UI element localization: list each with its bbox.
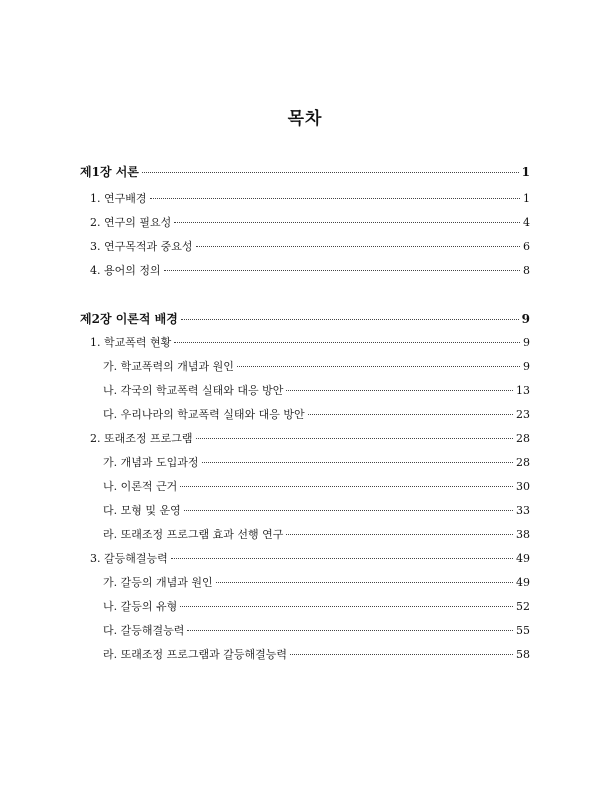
toc-entry-label: 가. 학교폭력의 개념과 원인 bbox=[103, 360, 234, 373]
toc-entry-page-number: 1 bbox=[523, 192, 530, 205]
toc-entry-label: 3. 연구목적과 중요성 bbox=[90, 240, 193, 253]
toc-chapter bbox=[80, 312, 530, 326]
dot-leader bbox=[196, 246, 521, 247]
toc-entry-page-number: 58 bbox=[516, 648, 530, 661]
toc-entry-label: 가. 개념과 도입과정 bbox=[103, 456, 199, 469]
toc-section bbox=[90, 216, 530, 230]
toc-entry-page-number: 23 bbox=[516, 408, 530, 421]
toc-entry-label: 2. 연구의 필요성 bbox=[90, 216, 172, 229]
toc-section bbox=[90, 264, 530, 278]
dot-leader bbox=[184, 510, 513, 511]
toc-subsection bbox=[103, 528, 530, 542]
toc-subsection bbox=[103, 504, 530, 518]
toc-section bbox=[90, 552, 530, 566]
dot-leader bbox=[164, 270, 520, 271]
toc-entry-label: 나. 이론적 근거 bbox=[103, 480, 178, 493]
toc-section bbox=[90, 192, 530, 206]
toc-entry-page-number: 52 bbox=[516, 600, 530, 613]
toc-entry-page-number: 8 bbox=[523, 264, 530, 277]
toc-subsection bbox=[103, 384, 530, 398]
toc-entry-page-number: 4 bbox=[523, 216, 530, 229]
dot-leader bbox=[202, 462, 514, 463]
dot-leader bbox=[286, 534, 513, 535]
toc-entry-label: 다. 갈등해결능력 bbox=[103, 624, 185, 637]
dot-leader bbox=[180, 486, 513, 487]
dot-leader bbox=[196, 438, 514, 439]
toc-entry-page-number: 49 bbox=[516, 576, 530, 589]
dot-leader bbox=[181, 319, 519, 320]
toc-entry-label: 제2장 이론적 배경 bbox=[80, 312, 178, 326]
toc-entry-label: 제1장 서론 bbox=[80, 165, 139, 179]
toc-subsection bbox=[103, 408, 530, 422]
toc-entry-page-number: 6 bbox=[523, 240, 530, 253]
toc-entry-page-number: 55 bbox=[516, 624, 530, 637]
toc-entry-page-number: 38 bbox=[516, 528, 530, 541]
toc-entry-page-number: 49 bbox=[516, 552, 530, 565]
dot-leader bbox=[187, 630, 513, 631]
toc-section bbox=[90, 240, 530, 254]
toc-entry-page-number: 30 bbox=[516, 480, 530, 493]
toc-subsection bbox=[103, 648, 530, 662]
dot-leader bbox=[142, 172, 519, 173]
toc-section bbox=[90, 432, 530, 446]
toc-entry-page-number: 9 bbox=[521, 312, 530, 326]
dot-leader bbox=[180, 606, 513, 607]
dot-leader bbox=[216, 582, 513, 583]
dot-leader bbox=[237, 366, 520, 367]
toc-entry-label: 1. 학교폭력 현황 bbox=[90, 336, 172, 349]
toc-subsection bbox=[103, 600, 530, 614]
toc-entry-page-number: 9 bbox=[523, 336, 530, 349]
toc-subsection bbox=[103, 360, 530, 374]
dot-leader bbox=[174, 342, 520, 343]
toc-entry-label: 3. 갈등해결능력 bbox=[90, 552, 168, 565]
toc-entry-label: 가. 갈등의 개념과 원인 bbox=[103, 576, 213, 589]
toc-entry-label: 1. 연구배경 bbox=[90, 192, 147, 205]
toc-subsection bbox=[103, 480, 530, 494]
toc-subsection bbox=[103, 624, 530, 638]
dot-leader bbox=[286, 390, 513, 391]
dot-leader bbox=[150, 198, 521, 199]
toc-entry-page-number: 13 bbox=[516, 384, 530, 397]
toc-entry-label: 2. 또래조정 프로그램 bbox=[90, 432, 193, 445]
toc-title: 목차 bbox=[287, 109, 323, 129]
toc-entry-page-number: 28 bbox=[516, 432, 530, 445]
toc-entry-label: 다. 우리나라의 학교폭력 실태와 대응 방안 bbox=[103, 408, 305, 421]
dot-leader bbox=[174, 222, 520, 223]
toc-entry-page-number: 9 bbox=[523, 360, 530, 373]
toc-entry-page-number: 1 bbox=[521, 165, 530, 179]
toc-subsection bbox=[103, 576, 530, 590]
toc-entry-page-number: 33 bbox=[516, 504, 530, 517]
toc-chapter bbox=[80, 165, 530, 179]
toc-section bbox=[90, 336, 530, 350]
toc-entry-label: 나. 갈등의 유형 bbox=[103, 600, 178, 613]
toc-entry-label: 나. 각국의 학교폭력 실태와 대응 방안 bbox=[103, 384, 284, 397]
dot-leader bbox=[171, 558, 513, 559]
dot-leader bbox=[308, 414, 513, 415]
toc-entry-label: 라. 또래조정 프로그램 효과 선행 연구 bbox=[103, 528, 284, 541]
toc-entry-label: 라. 또래조정 프로그램과 갈등해결능력 bbox=[103, 648, 288, 661]
toc-entry-page-number: 28 bbox=[516, 456, 530, 469]
toc-subsection bbox=[103, 456, 530, 470]
toc-entry-label: 4. 용어의 정의 bbox=[90, 264, 161, 277]
toc-entry-label: 다. 모형 및 운영 bbox=[103, 504, 181, 517]
dot-leader bbox=[290, 654, 513, 655]
